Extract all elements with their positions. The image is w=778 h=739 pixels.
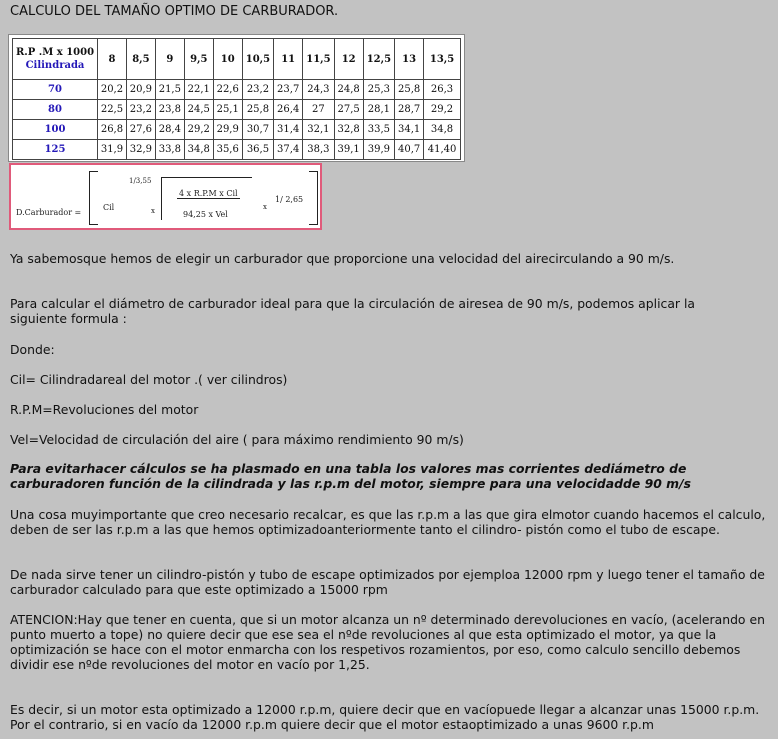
table-cell: 26,3 <box>424 80 461 100</box>
paragraph-rpm-def: R.P.M=Revoluciones del motor <box>10 402 199 417</box>
table-cell: 24,8 <box>334 80 363 100</box>
cylinder-cell: 70 <box>13 80 98 100</box>
formula-times: x <box>151 207 155 215</box>
table-row <box>13 100 461 120</box>
table-cell: 27,5 <box>334 100 363 120</box>
rpm-header: 12 <box>334 39 363 80</box>
table-cell: 28,4 <box>155 120 184 140</box>
formula-numerator: 4 x R.P.M x Cil <box>179 189 238 198</box>
paragraph-donde: Donde: <box>10 342 55 357</box>
formula-denominator: 94,25 x Vel <box>183 210 228 219</box>
rpm-header: 9 <box>155 39 184 80</box>
formula-times-2: x <box>263 203 267 211</box>
rpm-header: 10 <box>213 39 242 80</box>
table-cell: 37,4 <box>274 140 303 160</box>
table-cell: 24,5 <box>184 100 213 120</box>
rpm-header: 13,5 <box>424 39 461 80</box>
table-cell: 20,9 <box>126 80 155 100</box>
formula-cil: Cil <box>103 203 115 212</box>
rpm-header: 10,5 <box>242 39 274 80</box>
table-cell: 20,2 <box>98 80 127 100</box>
table-cell: 31,4 <box>274 120 303 140</box>
table-cell: 41,40 <box>424 140 461 160</box>
table-cell: 39,1 <box>334 140 363 160</box>
table-cell: 22,6 <box>213 80 242 100</box>
table-cell: 25,8 <box>395 80 424 100</box>
table-cell: 25,8 <box>242 100 274 120</box>
table-cell: 34,8 <box>424 120 461 140</box>
table-cell: 31,9 <box>98 140 127 160</box>
table-cell: 23,7 <box>274 80 303 100</box>
paragraph-cil-def: Cil= Cilindradareal del motor .( ver cilindros) <box>10 372 288 387</box>
rpm-header: 13 <box>395 39 424 80</box>
paragraph-vel-def: Vel=Velocidad de circulación del aire ( para máximo rendimiento 90 m/s) <box>10 432 464 447</box>
table-header-row <box>13 39 461 80</box>
paragraph-table-note: Para evitarhacer cálculos se ha plasmado en una tabla los valores mas corrientes dediámetro de carburadoren función de la cilindrada y las r.p.m del motor, siempre para una velocidadde 90 m/s <box>10 461 691 491</box>
table-cell: 34,8 <box>184 140 213 160</box>
table-cell: 28,7 <box>395 100 424 120</box>
table-cell: 23,2 <box>126 100 155 120</box>
cylinder-cell: 100 <box>13 120 98 140</box>
table-cell: 35,6 <box>213 140 242 160</box>
table-cell: 32,1 <box>303 120 335 140</box>
table-cell: 33,5 <box>363 120 395 140</box>
table-cell: 32,8 <box>334 120 363 140</box>
rpm-header: 8,5 <box>126 39 155 80</box>
formula-label: D.Carburador = <box>16 208 82 217</box>
table-cell: 29,2 <box>424 100 461 120</box>
rpm-header: 11 <box>274 39 303 80</box>
rpm-header: 9,5 <box>184 39 213 80</box>
formula-root: 1/ 2,65 <box>275 195 304 204</box>
rpm-header: 8 <box>98 39 127 80</box>
table-cell: 25,1 <box>213 100 242 120</box>
page-title: CALCULO DEL TAMAÑO OPTIMO DE CARBURADOR. <box>10 4 339 19</box>
rpm-table <box>12 38 461 160</box>
table-cell: 36,5 <box>242 140 274 160</box>
table-cell: 29,9 <box>213 120 242 140</box>
table-cell: 30,7 <box>242 120 274 140</box>
carburetor-formula <box>9 163 322 230</box>
paragraph-formula-intro: Para calcular el diámetro de carburador ideal para que la circulación de airesea de 90 m/s, podemos aplicar la siguiente formula : <box>10 296 695 326</box>
table-cell: 27,6 <box>126 120 155 140</box>
table-cell: 23,8 <box>155 100 184 120</box>
table-row <box>13 80 461 100</box>
table-cell: 27 <box>303 100 335 120</box>
table-cell: 34,1 <box>395 120 424 140</box>
table-cell: 39,9 <box>363 140 395 160</box>
table-cell: 33,8 <box>155 140 184 160</box>
formula-open-bracket <box>89 171 98 225</box>
rpm-header: 12,5 <box>363 39 395 80</box>
table-cell: 28,1 <box>363 100 395 120</box>
table-cell: 23,2 <box>242 80 274 100</box>
table-cell: 24,3 <box>303 80 335 100</box>
paragraph-conclusion: Es decir, si un motor esta optimizado a 12000 r.p.m, quiere decir que en vacíopuede llegar a alcanzar unas 15000 r.p.m. Por el contrario, si en vacío da 12000 r.p.m quiere decir que el motor estaoptimizado a unas 9600 r.p.m <box>10 702 760 732</box>
table-cell: 21,5 <box>155 80 184 100</box>
table-cell: 25,3 <box>363 80 395 100</box>
table-row <box>13 120 461 140</box>
table-cell: 38,3 <box>303 140 335 160</box>
table-cell: 22,1 <box>184 80 213 100</box>
rpm-header: 11,5 <box>303 39 335 80</box>
paragraph-velocity: Ya sabemosque hemos de elegir un carburador que proporcione una velocidad del airecirculando a 90 m/s. <box>10 251 675 266</box>
table-cell: 26,4 <box>274 100 303 120</box>
paragraph-atencion: ATENCION:Hay que tener en cuenta, que si un motor alcanza un nº determinado derevoluciones en vacío, (acelerando en punto muerto a tope) no quiere decir que ese sea el nºde revoluciones al que esta optimizado el motor, ya que la optimización se hace con el motor enmarcha con los respetivos rozamientos, por eso, como calculo sencillo debemos dividir ese nºde revoluciones del motor en vacío por 1,25. <box>10 612 765 672</box>
header-rpm-label: R.P .M x 1000 <box>15 47 95 58</box>
cylinder-cell: 125 <box>13 140 98 160</box>
paragraph-important: Una cosa muyimportante que creo necesario recalcar, es que las r.p.m a las que gira elmotor cuando hacemos el calculo, deben de ser las r.p.m a las que hemos optimizadoanteriormente tanto el cilindro- pistón como el tubo de escape. <box>10 507 766 537</box>
table-cell: 22,5 <box>98 100 127 120</box>
paragraph-example: De nada sirve tener un cilindro-pistón y tubo de escape optimizados por ejemploa 12000 rpm y luego tener el tamaño de carburador calculado para que este optimizado a 15000 rpm <box>10 567 765 597</box>
table-cell: 40,7 <box>395 140 424 160</box>
header-label-cell <box>13 39 98 80</box>
formula-close-bracket <box>309 171 318 225</box>
cylinder-cell: 80 <box>13 100 98 120</box>
formula-exponent: 1/3,55 <box>129 177 152 185</box>
carburetor-table <box>8 34 465 162</box>
header-cylinder-label: Cilindrada <box>25 60 85 71</box>
table-cell: 29,2 <box>184 120 213 140</box>
table-row <box>13 140 461 160</box>
table-cell: 32,9 <box>126 140 155 160</box>
table-cell: 26,8 <box>98 120 127 140</box>
